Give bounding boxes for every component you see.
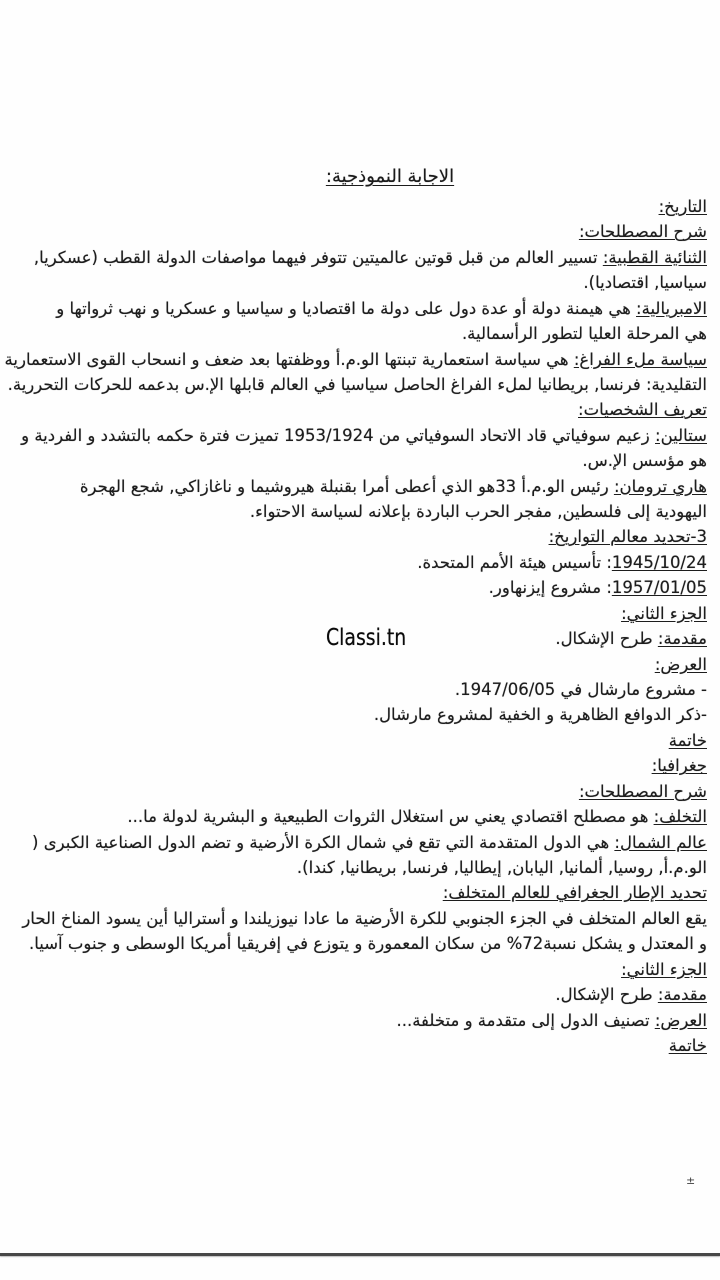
- text-line: [6, 219, 707, 244]
- text-segment: هو مؤسس الإ.س.: [582, 451, 707, 471]
- term-underlined: سياسة ملء الفراغ:: [573, 349, 707, 369]
- text-line: [6, 1033, 707, 1058]
- text-line: [6, 270, 707, 295]
- text-line: [6, 957, 707, 982]
- text-segment: طرح الإشكال.: [555, 985, 658, 1005]
- term-underlined: العرض:: [654, 654, 707, 674]
- text-segment: هي الدول المتقدمة التي تقع في شمال الكرة الأرضية و تضم الدول الصناعية الكبرى (: [32, 832, 615, 852]
- text-line: [6, 423, 707, 448]
- document-title: الاجابة النموذجية:: [325, 166, 455, 187]
- text-line: [6, 779, 707, 804]
- page-number-mark: ±: [686, 1174, 696, 1187]
- term-underlined: مقدمة:: [657, 985, 707, 1005]
- text-line: [6, 448, 707, 473]
- text-line: [6, 601, 707, 626]
- text-line: [6, 880, 707, 905]
- text-segment: : مشروع إيزنهاور.: [488, 578, 612, 598]
- text-line: [6, 753, 707, 778]
- term-underlined: شرح المصطلحات:: [578, 222, 707, 242]
- term-underlined: هاري ترومان:: [613, 476, 707, 496]
- text-segment: -ذكر الدوافع الظاهرية و الخفية لمشروع مارشال.: [373, 705, 707, 725]
- text-segment: تسيير العالم من قبل قوتين عالميتين تتوفر فيهما مواصفات الدولة القطب (عسكريا,: [33, 247, 603, 267]
- text-line: [6, 550, 707, 575]
- text-line: [6, 728, 707, 753]
- text-line: [6, 702, 707, 727]
- text-line: [6, 499, 707, 524]
- term-underlined: التاريخ:: [658, 197, 707, 216]
- term-underlined: الجزء الثاني:: [621, 603, 707, 623]
- text-line: [6, 575, 707, 600]
- scan-edge-line: [0, 1253, 720, 1256]
- term-underlined: ستالين:: [655, 425, 707, 445]
- text-line: [6, 830, 707, 855]
- watermark-classi-tn: Classi.tn: [326, 625, 407, 651]
- text-line: [6, 855, 707, 880]
- text-segment: التقليدية: فرنسا, بريطانيا لملء الفراغ الحاصل سياسيا في العالم قابلها الإ.س بدعمه للحركات التحررية.: [7, 374, 707, 394]
- text-line: [6, 194, 707, 219]
- term-underlined: 3-تحديد معالم التواريخ:: [548, 527, 707, 547]
- text-segment: زعيم سوفياتي قاد الاتحاد السوفياتي من 1953/1924 تميزت فترة حكمه بالتشدد و الفردية و: [21, 425, 656, 445]
- term-underlined: جغرافيا:: [651, 756, 707, 776]
- text-line: [6, 245, 707, 270]
- text-segment: اليهودية إلى فلسطين, مفجر الحرب الباردة بإعلانه لسياسة الاحتواء.: [249, 502, 707, 522]
- text-line: [6, 906, 707, 931]
- term-underlined: الثنائية القطبية:: [602, 247, 707, 267]
- text-segment: سياسيا, اقتصاديا).: [583, 273, 707, 293]
- text-segment: هو مصطلح اقتصادي يعني س استغلال الثروات الطبيعية و البشرية لدولة ما...: [127, 807, 654, 827]
- term-underlined: عالم الشمال:: [614, 832, 707, 852]
- text-line: [6, 931, 707, 956]
- text-segment: - مشروع مارشال في 1947/06/05.: [454, 680, 707, 700]
- text-segment: طرح الإشكال.: [555, 629, 658, 649]
- text-segment: رئيس الو.م.أ 33هو الذي أعطى أمرا بقنبلة هيروشيما و ناغازاكي, شجع الهجرة: [79, 476, 614, 496]
- text-segment: هي هيمنة دولة أو عدة دول على دولة ما اقتصاديا و سياسيا و عسكريا و نهب ثرواتها و: [56, 298, 637, 318]
- text-line: [6, 1008, 707, 1033]
- text-line: [6, 524, 707, 549]
- text-segment: هي المرحلة العليا لتطور الرأسمالية.: [461, 324, 707, 344]
- text-segment: : تأسيس هيئة الأمم المتحدة.: [417, 552, 612, 572]
- text-line: [6, 804, 707, 829]
- term-underlined: خاتمة: [668, 730, 707, 750]
- term-underlined: خاتمة: [668, 1035, 707, 1055]
- text-line: [6, 347, 707, 372]
- text-line: [6, 982, 707, 1007]
- term-underlined: 1945/10/24: [611, 552, 707, 572]
- text-line: [6, 321, 707, 346]
- text-segment: الو.م.أ, روسيا, ألمانيا, اليابان, إيطاليا, فرنسا, بريطانيا, كندا).: [296, 857, 707, 877]
- term-underlined: 1957/01/05: [611, 578, 707, 598]
- term-underlined: التخلف:: [653, 807, 707, 827]
- text-segment: تصنيف الدول إلى متقدمة و متخلفة...: [396, 1010, 655, 1030]
- term-underlined: شرح المصطلحات:: [578, 781, 707, 801]
- term-underlined: العرض:: [654, 1010, 707, 1030]
- text-line: [6, 296, 707, 321]
- text-segment: هي سياسة استعمارية تبنتها الو.م.أ ووظفتها بعد ضعف و انسحاب القوى الاستعمارية: [4, 349, 574, 369]
- text-line: [6, 677, 707, 702]
- text-segment: و المعتدل و يشكل نسبة72% من سكان المعمورة و يتوزع في إفريقيا أمريكا الوسطى و جنوب آسيا.: [28, 934, 707, 954]
- term-underlined: الجزء الثاني:: [621, 959, 707, 979]
- text-line: [6, 372, 707, 397]
- text-line: [6, 652, 707, 677]
- text-segment: يقع العالم المتخلف في الجزء الجنوبي للكرة الأرضية ما عادا نيوزيلندا و أستراليا أين يسود المناخ الحار: [22, 908, 707, 928]
- text-line: [6, 474, 707, 499]
- term-underlined: تحديد الإطار الجغرافي للعالم المتخلف:: [442, 883, 707, 903]
- term-underlined: تعريف الشخصيات:: [578, 400, 707, 420]
- term-underlined: مقدمة:: [657, 629, 707, 649]
- text-line: [6, 397, 707, 422]
- term-underlined: الامبريالية:: [636, 298, 707, 318]
